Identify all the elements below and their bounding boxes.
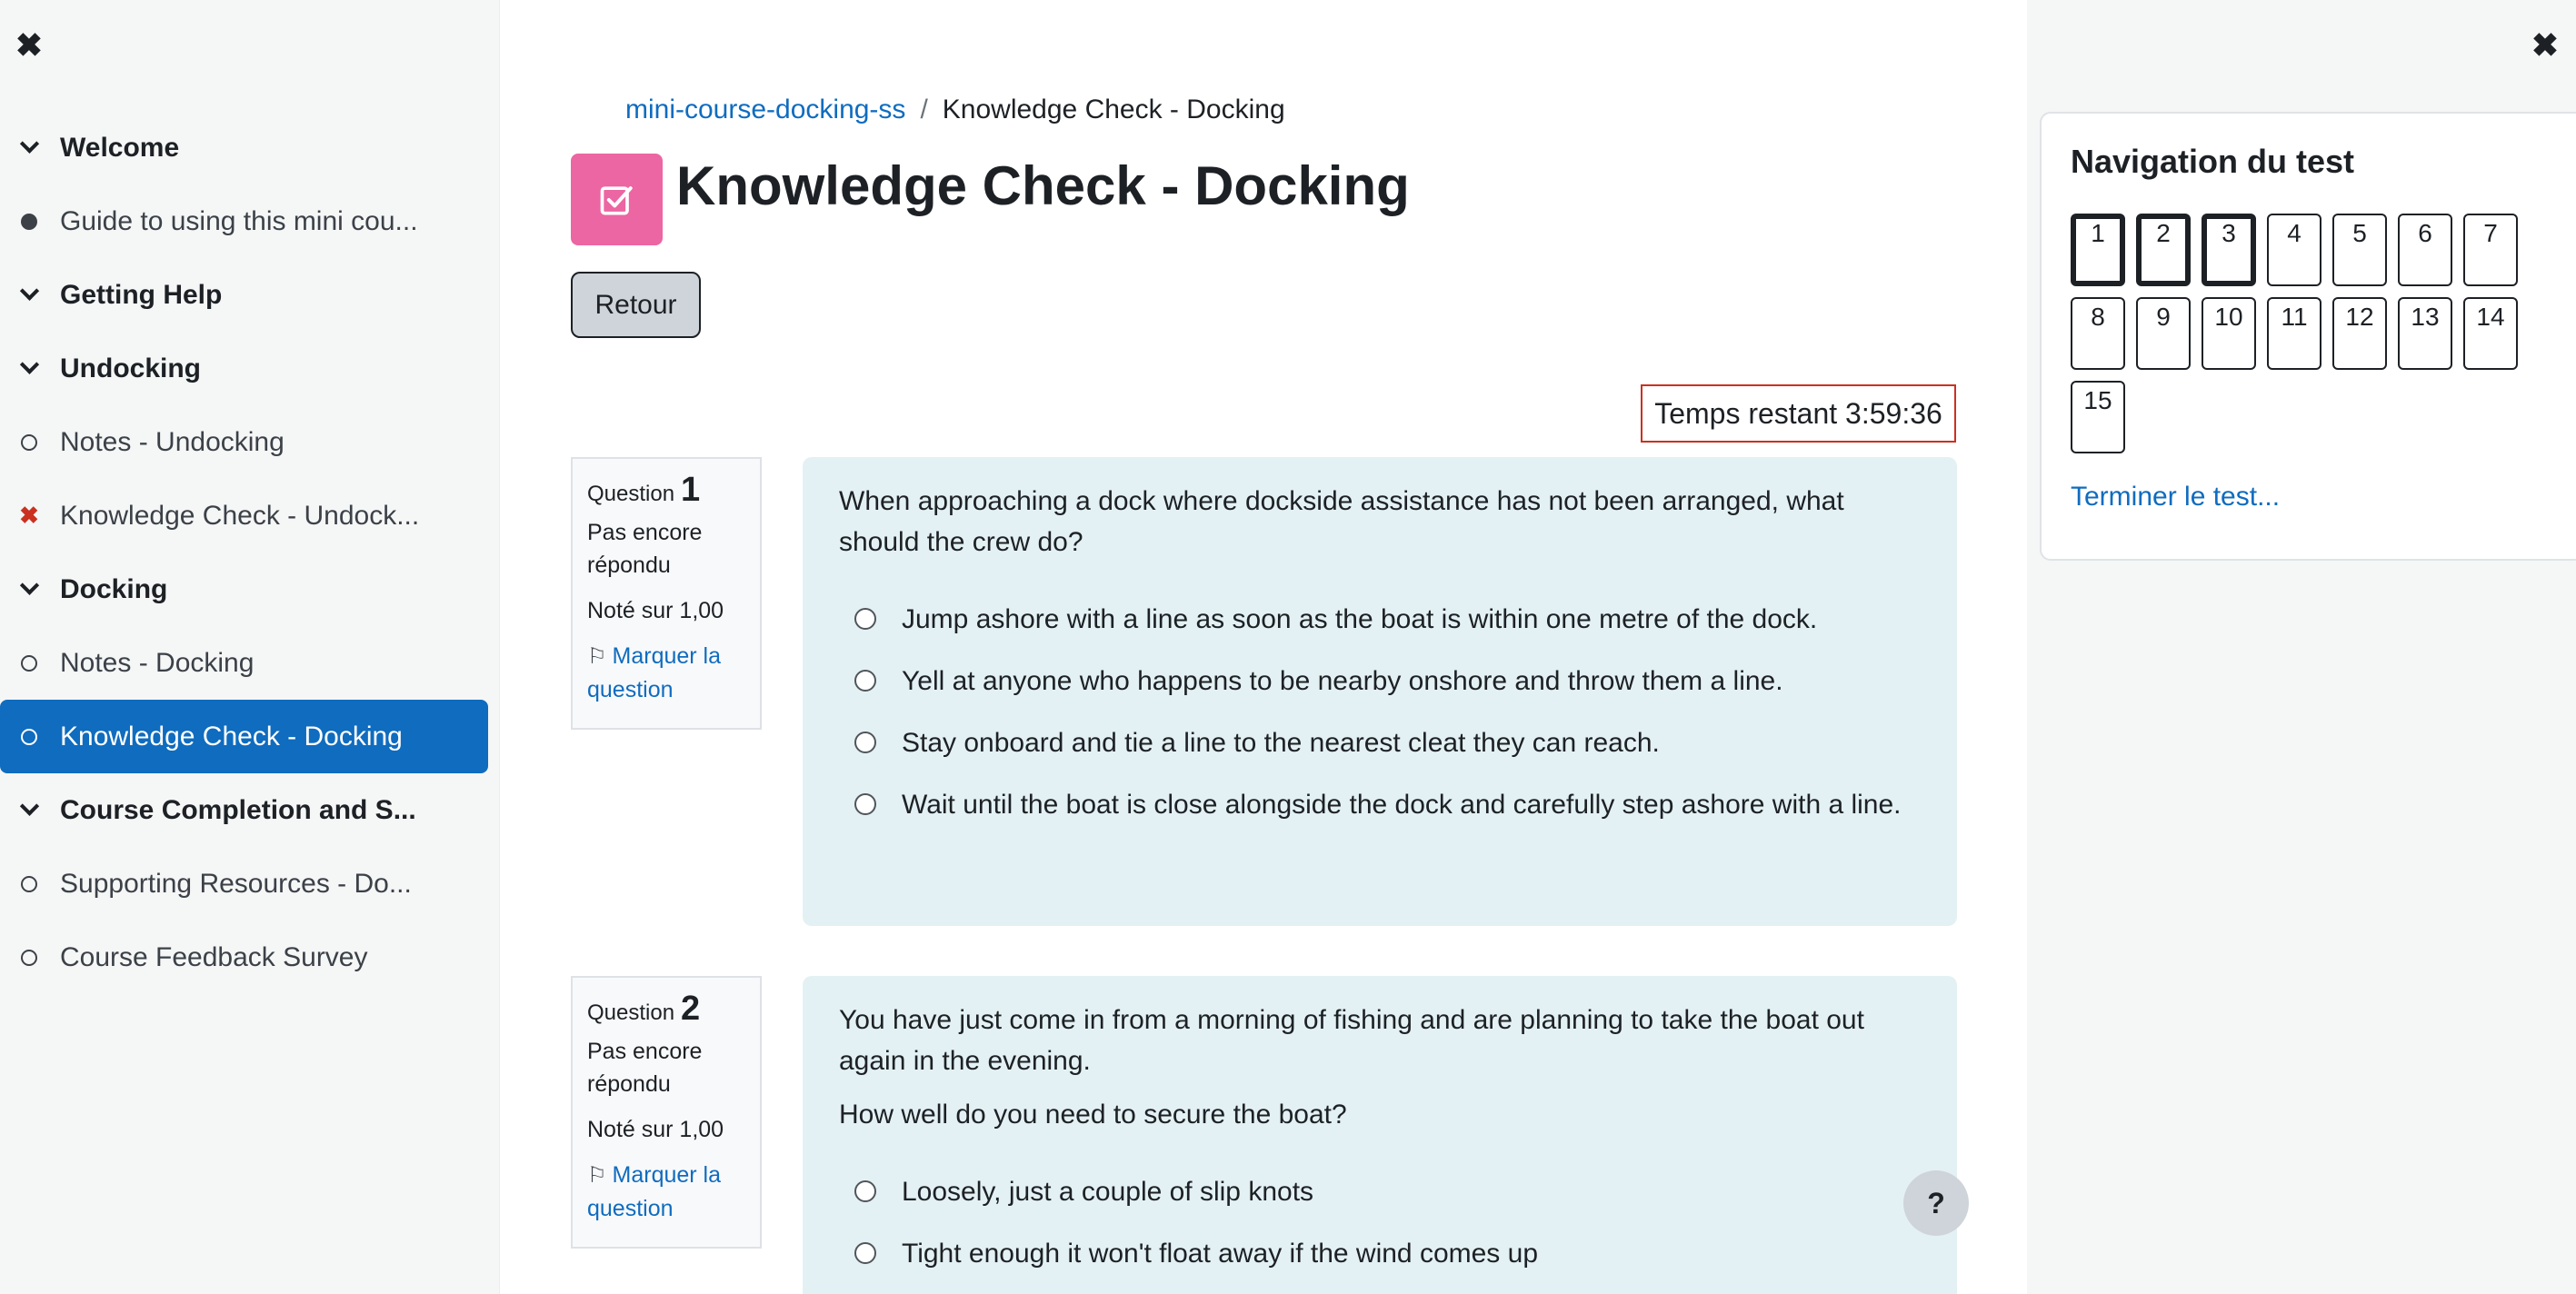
question-label: Question	[587, 482, 675, 506]
question-label: Question	[587, 1000, 675, 1025]
quiz-navigation-title: Navigation du test	[2071, 143, 2355, 180]
flag-question-label: Marquer la question	[587, 1162, 722, 1221]
answer-radio[interactable]	[854, 732, 876, 753]
close-icon: ✖	[2531, 26, 2560, 64]
course-section-2[interactable]	[0, 258, 488, 332]
course-index-item-label: Knowledge Check - Undock...	[60, 500, 420, 531]
question-content	[803, 976, 1957, 1294]
answer-option[interactable]	[839, 722, 1921, 763]
incomplete-circle-icon	[16, 434, 42, 451]
page-title: Knowledge Check - Docking	[676, 155, 1410, 216]
course-index-item-label: Getting Help	[60, 279, 223, 310]
quiz-navigation-block	[2040, 112, 2576, 561]
quiz-activity-icon	[571, 154, 663, 245]
answer-label: Yell at anyone who happens to be nearby onshore and throw them a line.	[902, 666, 1783, 696]
question-text: You have just come in from a morning of fishing and are planning to take the boat out again in the evening.	[839, 1005, 1864, 1076]
answer-label: Wait until the boat is close alongside the dock and carefully step ashore with a line.	[902, 790, 1902, 820]
course-index-item-label: Guide to using this mini cou...	[60, 205, 418, 236]
question-info	[571, 976, 762, 1249]
answer-radio[interactable]	[854, 670, 876, 692]
quiz-nav-question-button[interactable]: 12	[2332, 297, 2387, 370]
quiz-nav-question-button[interactable]: 8	[2071, 297, 2125, 370]
complete-dot-icon	[16, 214, 42, 230]
breadcrumb	[625, 95, 1285, 125]
quiz-nav-question-button[interactable]: 9	[2136, 297, 2191, 370]
question-number-value: 2	[681, 990, 701, 1028]
flag-icon: ⚐	[587, 644, 607, 669]
close-course-index-button[interactable]	[11, 27, 47, 64]
chevron-down-icon[interactable]	[16, 141, 42, 154]
chevron-down-icon[interactable]	[16, 582, 42, 596]
breadcrumb-current: Knowledge Check - Docking	[942, 95, 1285, 124]
quiz-nav-question-button[interactable]: 5	[2332, 214, 2387, 286]
course-section-9[interactable]	[0, 773, 488, 847]
answer-radio[interactable]	[854, 1242, 876, 1264]
incomplete-circle-icon	[16, 655, 42, 672]
chevron-down-icon[interactable]	[16, 288, 42, 302]
course-activity-11[interactable]	[0, 921, 488, 994]
incomplete-circle-icon	[16, 729, 42, 745]
quiz-nav-question-button[interactable]: 11	[2267, 297, 2321, 370]
time-remaining: Temps restant 3:59:36	[1641, 384, 1956, 443]
answer-label: Stay onboard and tie a line to the nearest cleat they can reach.	[902, 728, 1660, 758]
course-activity-1[interactable]	[0, 184, 488, 258]
course-index-drawer	[0, 0, 500, 1294]
course-section-0[interactable]	[0, 111, 488, 184]
question-info	[571, 457, 762, 730]
answer-label: Loosely, just a couple of slip knots	[902, 1177, 1314, 1207]
question-text: How well do you need to secure the boat?	[839, 1100, 1347, 1130]
course-index-item-label: Supporting Resources - Do...	[60, 868, 412, 899]
flag-question-button[interactable]	[587, 1159, 745, 1225]
course-index-item-label: Undocking	[60, 353, 201, 383]
answer-radio[interactable]	[854, 1180, 876, 1202]
quiz-checkbox-icon	[597, 180, 637, 220]
course-index-item-label: Welcome	[60, 132, 180, 163]
quiz-nav-question-button[interactable]: 14	[2463, 297, 2518, 370]
question-grade: Noté sur 1,00	[587, 1117, 724, 1142]
quiz-nav-question-button[interactable]: 1	[2071, 214, 2125, 286]
question-state: Pas encore répondu	[587, 1039, 703, 1097]
course-index-item-label: Knowledge Check - Docking	[60, 721, 403, 752]
chevron-down-icon[interactable]	[16, 362, 42, 375]
course-activity-8[interactable]	[0, 700, 488, 773]
question-number	[587, 473, 745, 511]
quiz-nav-question-button[interactable]: 2	[2136, 214, 2191, 286]
answer-options	[839, 1171, 1921, 1274]
course-index-item-label: Docking	[60, 573, 168, 604]
answer-radio[interactable]	[854, 608, 876, 630]
answer-radio[interactable]	[854, 793, 876, 815]
course-section-3[interactable]	[0, 332, 488, 405]
flag-question-button[interactable]	[587, 640, 745, 706]
answer-label: Tight enough it won't float away if the wind comes up	[902, 1239, 1539, 1269]
answer-label: Jump ashore with a line as soon as the boat is within one metre of the dock.	[902, 604, 1818, 634]
help-button[interactable]	[1903, 1170, 1969, 1236]
course-activity-5[interactable]	[0, 479, 488, 552]
breadcrumb-separator: /	[920, 95, 928, 124]
quiz-nav-question-button[interactable]: 13	[2398, 297, 2452, 370]
course-index-item-label: Course Feedback Survey	[60, 941, 368, 972]
back-button[interactable]: Retour	[571, 272, 701, 338]
course-section-6[interactable]	[0, 552, 488, 626]
question-number	[587, 992, 745, 1030]
question-text: When approaching a dock where dockside assistance has not been arranged, what should the crew do?	[839, 486, 1844, 557]
course-index-item-label: Notes - Undocking	[60, 426, 285, 457]
flag-icon: ⚐	[587, 1163, 607, 1188]
course-activity-7[interactable]	[0, 626, 488, 700]
incomplete-circle-icon	[16, 876, 42, 892]
failed-x-icon: ✖	[19, 502, 39, 529]
question-grade: Noté sur 1,00	[587, 598, 724, 623]
quiz-nav-question-button[interactable]: 6	[2398, 214, 2452, 286]
question-state: Pas encore répondu	[587, 520, 703, 578]
chevron-down-icon[interactable]	[16, 803, 42, 817]
course-activity-10[interactable]	[0, 847, 488, 921]
quiz-nav-question-button[interactable]: 15	[2071, 381, 2125, 453]
question-number-value: 1	[681, 471, 701, 509]
close-quiz-nav-button[interactable]	[2527, 27, 2563, 64]
help-icon: ?	[1927, 1186, 1945, 1219]
answer-option[interactable]	[839, 1171, 1921, 1212]
answer-option[interactable]	[839, 661, 1921, 702]
breadcrumb-course-link[interactable]: mini-course-docking-ss	[625, 95, 906, 124]
quiz-nav-question-button[interactable]: 7	[2463, 214, 2518, 286]
quiz-nav-question-button[interactable]: 4	[2267, 214, 2321, 286]
course-activity-4[interactable]	[0, 405, 488, 479]
flag-question-label: Marquer la question	[587, 643, 722, 702]
quiz-nav-question-button[interactable]: 10	[2202, 297, 2256, 370]
answer-option[interactable]	[839, 1233, 1921, 1274]
answer-option[interactable]	[839, 599, 1921, 640]
answer-options	[839, 599, 1921, 825]
course-index-item-label: Notes - Docking	[60, 647, 255, 678]
question-content	[803, 457, 1957, 926]
course-index-item-label: Course Completion and S...	[60, 794, 416, 825]
finish-attempt-link[interactable]: Terminer le test...	[2071, 482, 2281, 512]
answer-option[interactable]	[839, 784, 1921, 825]
incomplete-circle-icon	[16, 950, 42, 966]
quiz-nav-question-button[interactable]: 3	[2202, 214, 2256, 286]
close-icon: ✖	[15, 26, 44, 64]
